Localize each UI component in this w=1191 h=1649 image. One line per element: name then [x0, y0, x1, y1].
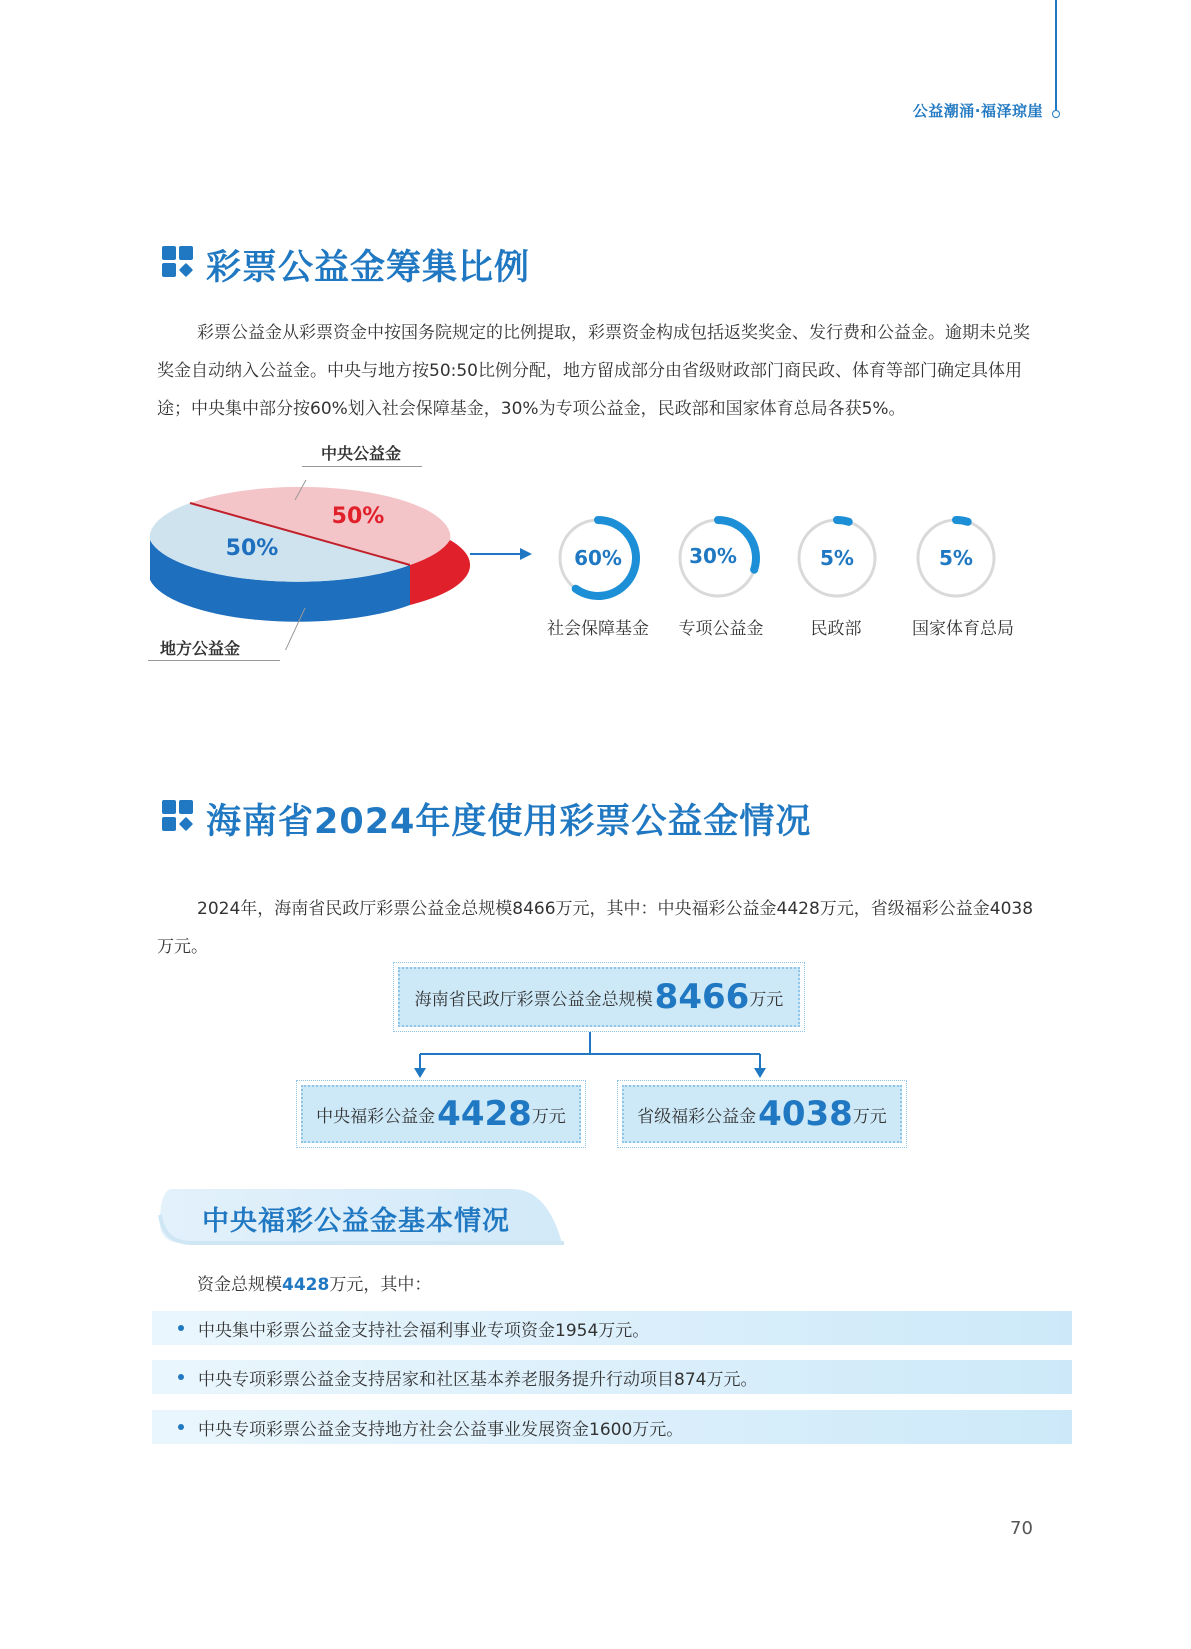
pie-label-local: 地方公益金 — [160, 639, 241, 658]
bullet-dot-icon — [178, 1424, 184, 1430]
arrow-right-icon — [470, 546, 532, 562]
ring-value-sports: 5% — [939, 546, 973, 570]
list-item: 中央专项彩票公益金支持地方社会公益事业发展资金1600万元。 — [152, 1410, 1072, 1444]
central-box: 中央福彩公益金 4428 万元 — [301, 1085, 581, 1143]
total-box: 海南省民政厅彩票公益金总规模 8466 万元 — [398, 967, 800, 1027]
ring-value-special-fund: 30% — [689, 544, 737, 568]
ring-label-social-security: 社会保障基金 — [547, 619, 649, 639]
ring-special-fund — [673, 513, 763, 603]
ring-social-security — [553, 513, 643, 603]
central-box-frame — [296, 1080, 586, 1148]
pie-chart-central-local — [140, 480, 470, 650]
section-title-ratio: 彩票公益金筹集比例 — [206, 248, 531, 288]
ring-arc — [837, 520, 849, 522]
section-paragraph-ratio: 彩票公益金从彩票资金中按国务院规定的比例提取，彩票资金构成包括返奖奖金、发行费和公益金。逾期未兑奖奖金自动纳入公益金。中央与地方按50:50比例分配，地方留成部分由省级财政部门商民政、体育等部门确定具体用途；中央集中部分按60%划入社会保障基金，30%为专项公益金，民政部和国家体育总局各获5%。 — [157, 323, 1030, 419]
header-line-dot — [1052, 110, 1060, 118]
page-number: 70 — [1010, 1518, 1033, 1539]
ring-value-social-security: 60% — [574, 546, 622, 570]
ring-civil-affairs — [792, 513, 882, 603]
ring-sports — [911, 513, 1001, 603]
ring-label-sports: 国家体育总局 — [912, 619, 1014, 639]
pie-label-local-value: 50% — [225, 536, 279, 561]
list-item: 中央集中彩票公益金支持社会福利事业专项资金1954万元。 — [152, 1311, 1072, 1345]
pie-label-central-value: 50% — [331, 504, 385, 529]
subsection-intro: 资金总规模4428万元，其中： — [197, 1275, 432, 1295]
header-vertical-line — [1055, 0, 1057, 110]
ring-value-civil-affairs: 5% — [820, 546, 854, 570]
running-header: 公益潮涌·福泽琼崖 — [912, 102, 1043, 120]
provincial-box: 省级福彩公益金 4038 万元 — [622, 1085, 902, 1143]
list-item: 中央专项彩票公益金支持居家和社区基本养老服务提升行动项目874万元。 — [152, 1360, 1072, 1394]
bullet-dot-icon — [178, 1374, 184, 1380]
tree-connector — [410, 1032, 770, 1078]
section-paragraph-usage: 2024年，海南省民政厅彩票公益金总规模8466万元，其中：中央福彩公益金4428万元，省级福彩公益金4038万元。 — [157, 899, 1034, 957]
ring-arc — [956, 520, 968, 522]
section-squares-icon — [162, 800, 194, 832]
total-box-frame — [393, 962, 805, 1032]
bullet-dot-icon — [178, 1325, 184, 1331]
section-title-usage: 海南省2024年度使用彩票公益金情况 — [206, 802, 812, 842]
section-squares-icon — [162, 246, 194, 278]
pie-label-central: 中央公益金 — [321, 444, 402, 463]
leader-underline-local — [148, 660, 280, 661]
subsection-title: 中央福彩公益金基本情况 — [202, 1206, 510, 1237]
provincial-box-frame — [617, 1080, 907, 1148]
ring-label-civil-affairs: 民政部 — [810, 619, 862, 639]
ring-label-special-fund: 专项公益金 — [678, 619, 764, 639]
leader-underline-central — [302, 466, 422, 467]
